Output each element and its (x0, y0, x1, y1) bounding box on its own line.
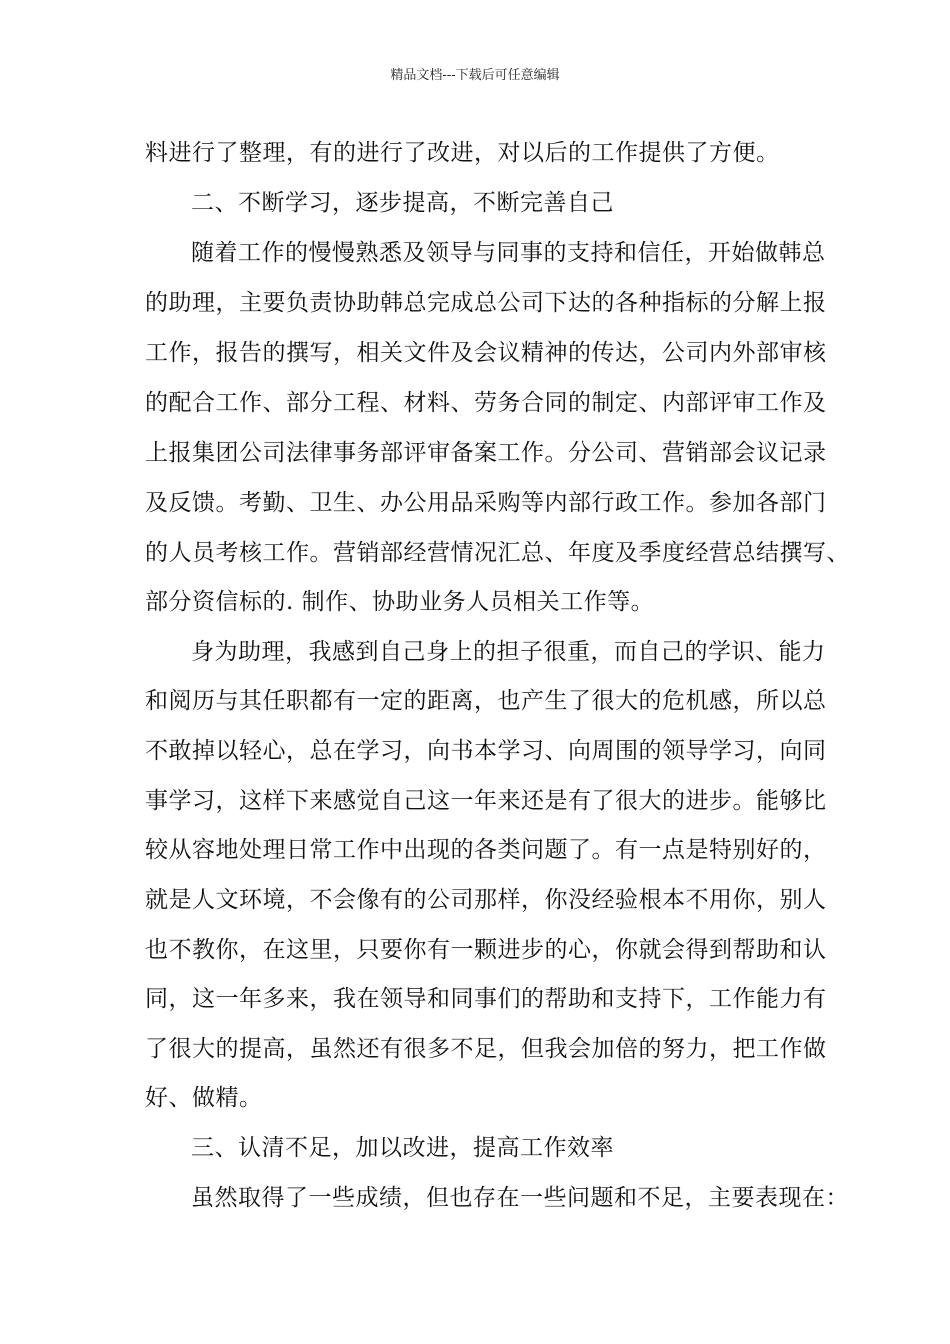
text-line: 身为助理，我感到自己身上的担子很重，而自己的学识、能力 (191, 639, 826, 665)
text-line: 较从容地处理日常工作中出现的各类问题了。有一点是特别好的， (145, 837, 827, 863)
section-heading: 三、认清不足，加以改进，提高工作效率 (191, 1135, 614, 1161)
text-line: 上报集团公司法律事务部评审备案工作。分公司、营销部会议记录 (145, 440, 827, 466)
text-line: 好、做精。 (145, 1085, 263, 1111)
text-line: 不敢掉以轻心，总在学习，向书本学习、向周围的领导学习，向同 (145, 738, 827, 764)
text-line: 就是人文环境，不会像有的公司那样，你没经验根本不用你，别人 (145, 887, 827, 913)
text-line: 虽然取得了一些成绩，但也存在一些问题和不足，主要表现在： (191, 1185, 849, 1211)
text-line: 和阅历与其任职都有一定的距离，也产生了很大的危机感，所以总 (145, 688, 827, 714)
text-line: 料进行了整理，有的进行了改进，对以后的工作提供了方便。 (145, 140, 780, 166)
text-line: 同，这一年多来，我在领导和同事们的帮助和支持下，工作能力有 (145, 986, 827, 1012)
text-line: 随着工作的慢慢熟悉及领导与同事的支持和信任，开始做韩总 (191, 240, 826, 266)
text-line: 的配合工作、部分工程、材料、劳务合同的制定、内部评审工作及 (145, 390, 827, 416)
text-line: 工作，报告的撰写，相关文件及会议精神的传达，公司内外部审核 (145, 340, 827, 366)
text-line: 事学习，这样下来感觉自己这一年来还是有了很大的进步。能够比 (145, 788, 827, 814)
text-line: 部分资信标的. 制作、协助业务人员相关工作等。 (145, 589, 655, 615)
text-line: 的助理，主要负责协助韩总完成总公司下达的各种指标的分解上报 (145, 290, 827, 316)
text-line: 了很大的提高，虽然还有很多不足，但我会加倍的努力，把工作做 (145, 1036, 827, 1062)
text-line: 也不教你，在这里，只要你有一颗进步的心，你就会得到帮助和认 (145, 937, 827, 963)
page-header: 精品文档---下载后可任意编辑 (390, 68, 560, 83)
section-heading: 二、不断学习，逐步提高，不断完善自己 (191, 190, 614, 216)
text-line: 及反馈。考勤、卫生、办公用品采购等内部行政工作。参加各部门 (145, 490, 827, 516)
text-line: 的人员考核工作。营销部经营情况汇总、年度及季度经营总结撰写、 (145, 540, 850, 566)
